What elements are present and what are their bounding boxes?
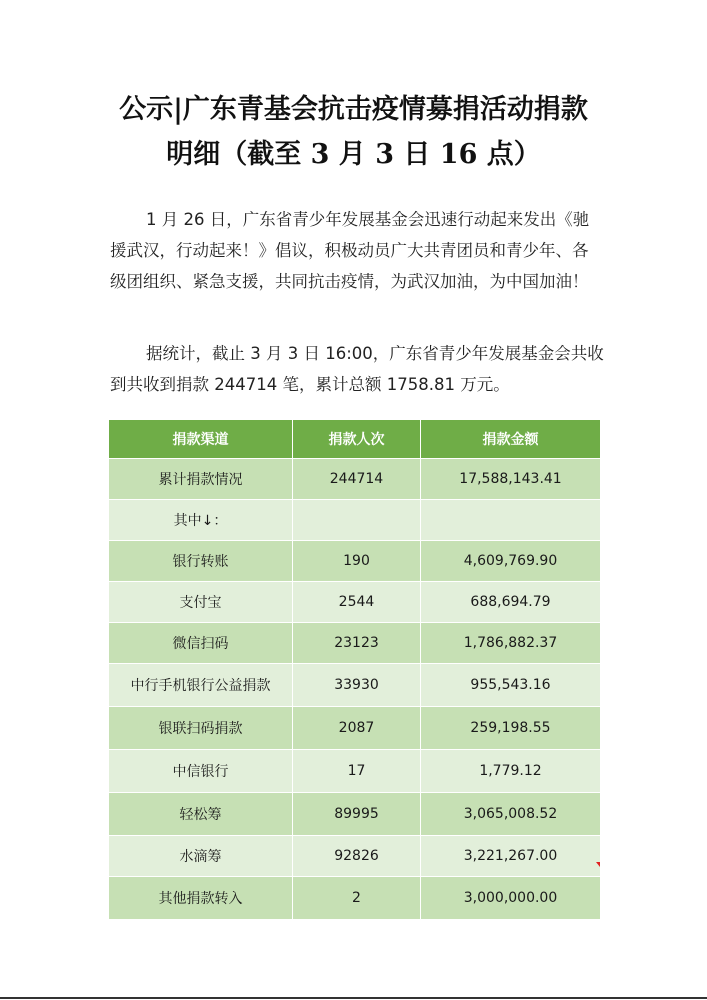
cell-amount: 1,779.12 — [421, 750, 601, 793]
table-row — [109, 664, 601, 707]
cell-amount: 688,694.79 — [421, 582, 601, 623]
header-amount: 捐款金额 — [421, 420, 601, 459]
cell-amount: 1,786,882.37 — [421, 623, 601, 664]
table-row — [109, 707, 601, 750]
statistics-paragraph-text: 据统计，截止 3 月 3 日 16:00，广东省青少年发展基金会共收到共收到捐款 244714 笔，累计总额 1758.81 万元。 — [110, 344, 604, 394]
cell-amount: 955,543.16 — [421, 664, 601, 707]
cell-channel: 支付宝 — [109, 582, 293, 623]
cell-count: 33930 — [293, 664, 421, 707]
table-row — [109, 500, 601, 541]
donation-table-container — [108, 419, 600, 920]
cell-channel: 其他捐款转入 — [109, 877, 293, 920]
cell-count: 244714 — [293, 459, 421, 500]
cell-channel: 银行转账 — [109, 541, 293, 582]
table-row — [109, 541, 601, 582]
cell-count: 2087 — [293, 707, 421, 750]
table-row — [109, 623, 601, 664]
page-title-line-2: 明细（截至 3 月 3 日 16 点） — [166, 139, 541, 170]
cell-amount — [421, 500, 601, 541]
cell-count: 23123 — [293, 623, 421, 664]
cell-amount: 3,221,267.00 — [421, 836, 601, 877]
cell-channel: 中信银行 — [109, 750, 293, 793]
statistics-paragraph — [110, 338, 604, 400]
donation-table — [108, 419, 601, 920]
cell-amount: 17,588,143.41 — [421, 459, 601, 500]
cell-channel: 银联扫码捐款 — [109, 707, 293, 750]
cell-channel: 微信扫码 — [109, 623, 293, 664]
cell-channel: 水滴筹 — [109, 836, 293, 877]
intro-paragraph-text: 1 月 26 日，广东省青少年发展基金会迅速行动起来发出《驰援武汉，行动起来！》倡议，积极动员广大共青团员和青少年、各级团组织、紧急支援，共同抗击疫情，为武汉加油，为中国加油！ — [110, 210, 590, 291]
cell-count: 2544 — [293, 582, 421, 623]
cell-count: 89995 — [293, 793, 421, 836]
cell-channel: 其中↓： — [109, 500, 293, 541]
cell-amount: 259,198.55 — [421, 707, 601, 750]
cell-count: 17 — [293, 750, 421, 793]
table-header-row — [109, 420, 601, 459]
table-row — [109, 793, 601, 836]
table-row — [109, 582, 601, 623]
table-row — [109, 459, 601, 500]
cell-count: 92826 — [293, 836, 421, 877]
table-row — [109, 877, 601, 920]
cell-amount: 3,065,008.52 — [421, 793, 601, 836]
page-title-line-1: 公示|广东青基会抗击疫情募捐活动捐款 — [119, 94, 588, 125]
cell-count: 2 — [293, 877, 421, 920]
cell-channel: 累计捐款情况 — [109, 459, 293, 500]
cell-count: 190 — [293, 541, 421, 582]
cell-channel: 中行手机银行公益捐款 — [109, 664, 293, 707]
cell-amount: 4,609,769.90 — [421, 541, 601, 582]
header-channel: 捐款渠道 — [109, 420, 293, 459]
cell-amount: 3,000,000.00 — [421, 877, 601, 920]
intro-paragraph — [110, 204, 604, 297]
table-row — [109, 750, 601, 793]
bottom-divider — [0, 997, 707, 999]
header-count: 捐款人次 — [293, 420, 421, 459]
cell-comment-marker — [596, 862, 600, 867]
cell-count — [293, 500, 421, 541]
table-row — [109, 836, 601, 877]
cell-channel: 轻松筹 — [109, 793, 293, 836]
